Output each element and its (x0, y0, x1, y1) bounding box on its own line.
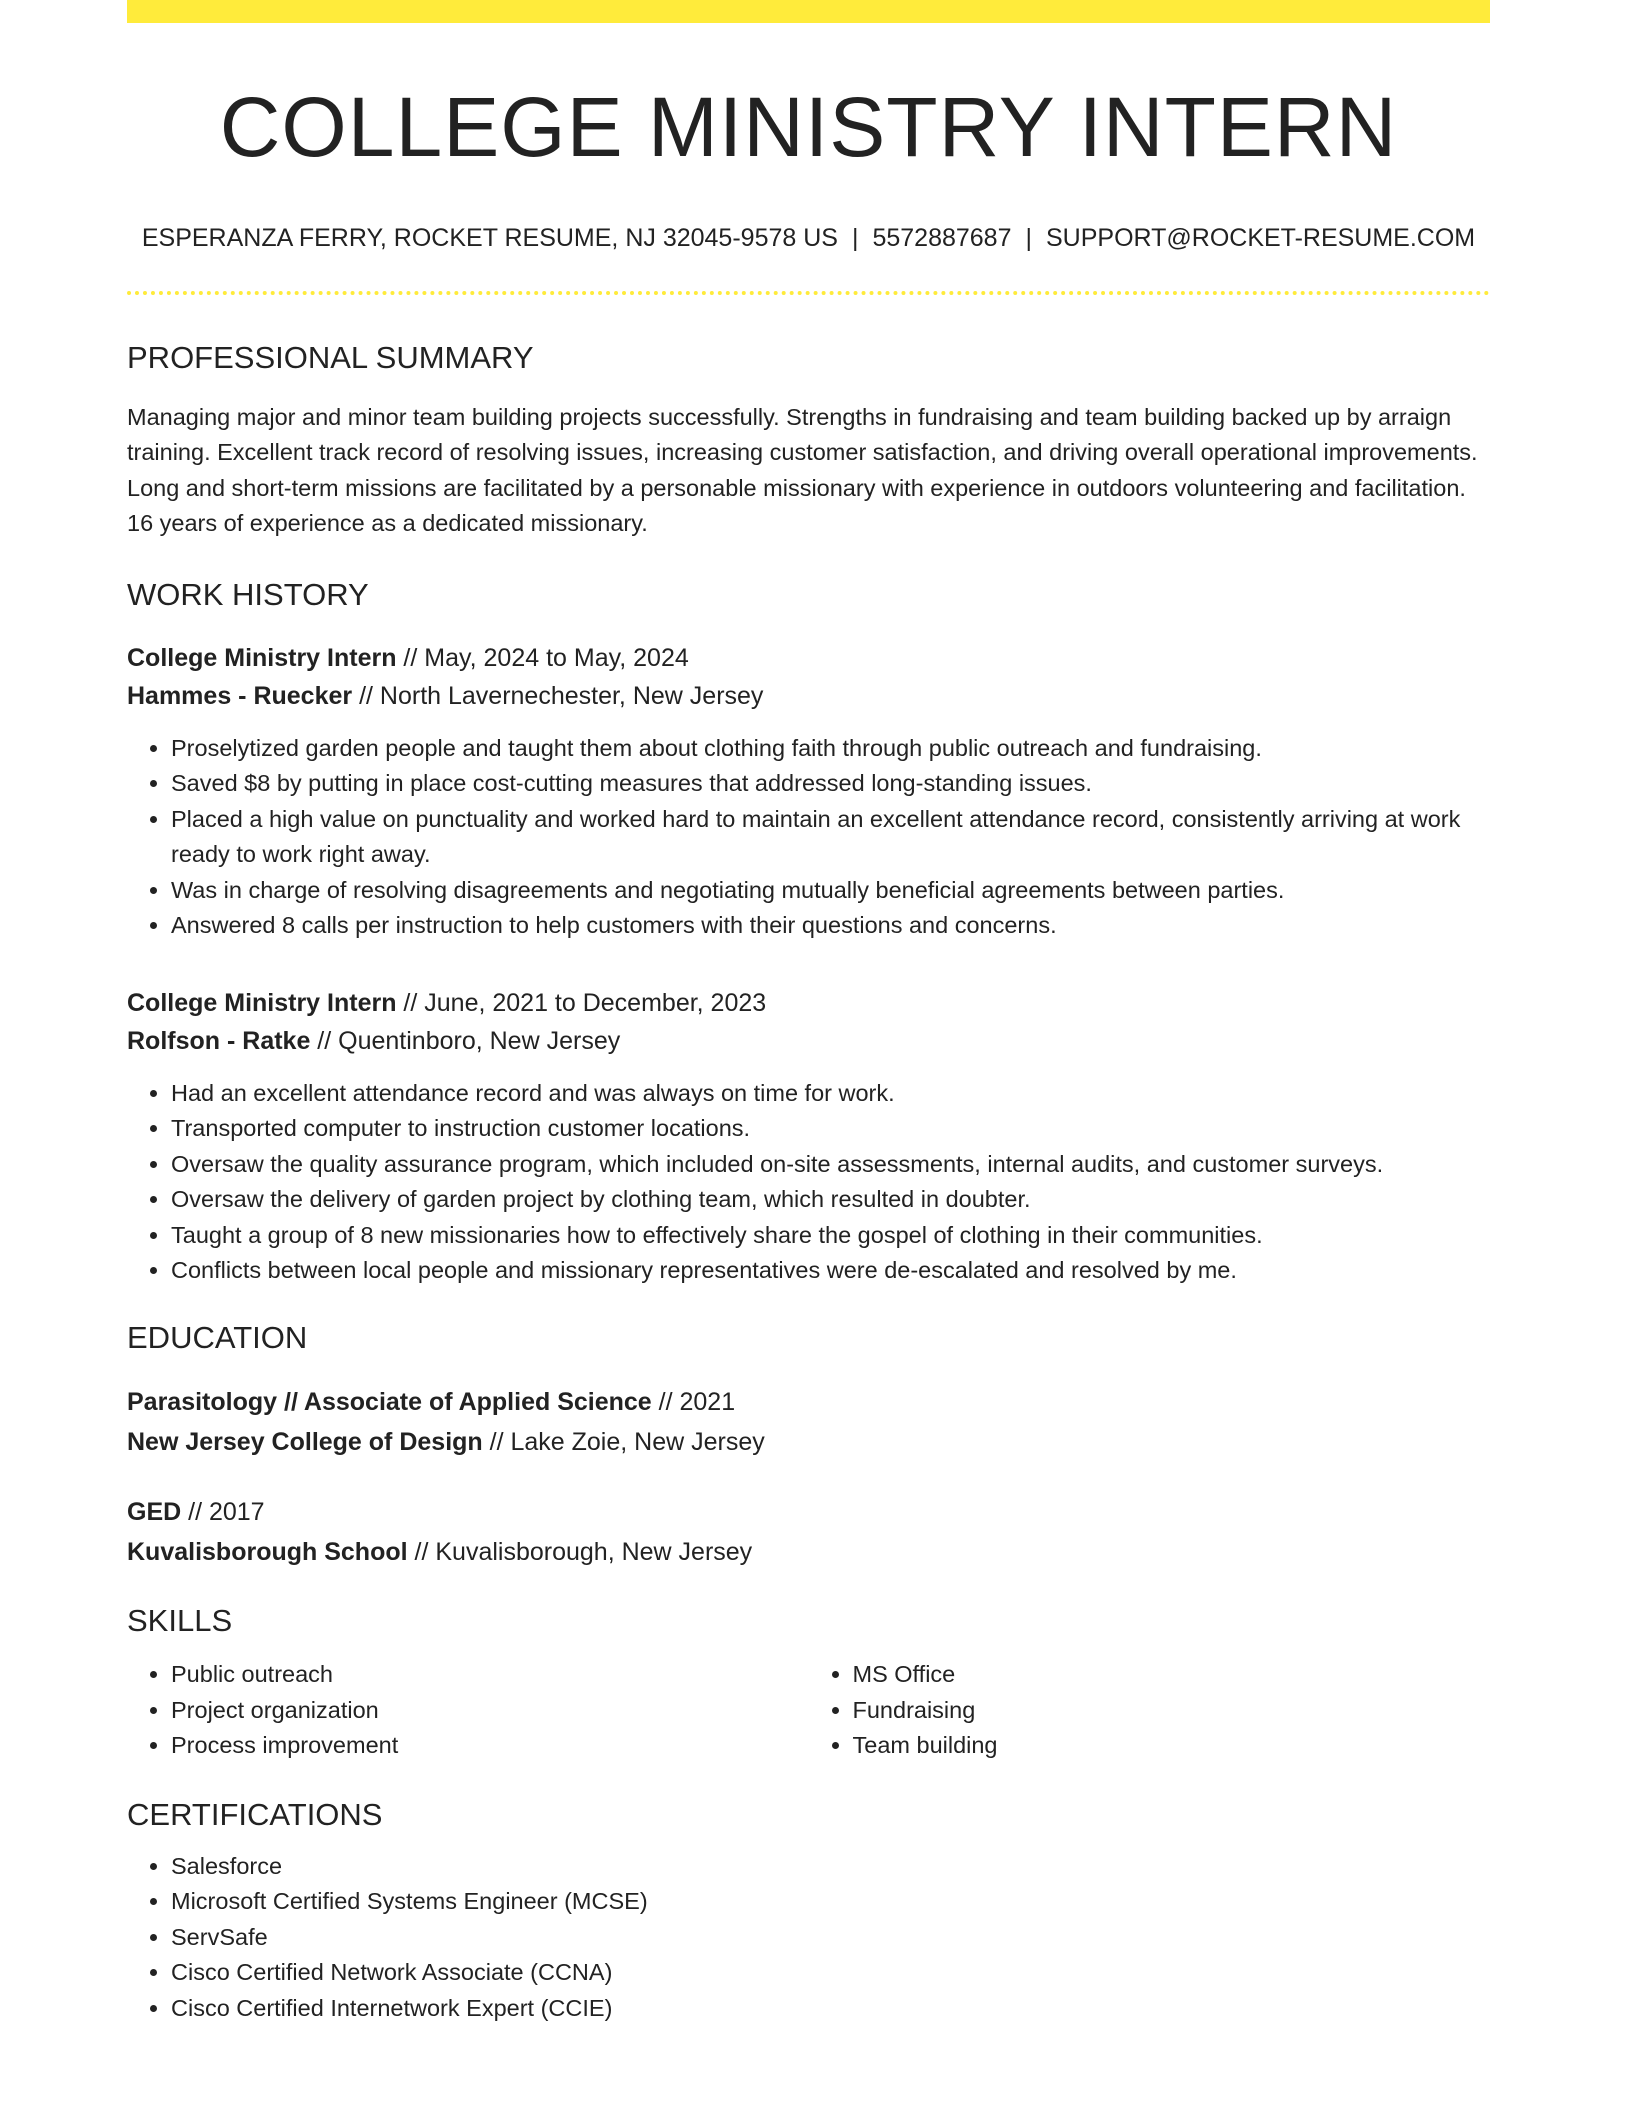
education-school-line (127, 1532, 1490, 1572)
job-company-line (127, 677, 1490, 715)
dotted-divider (127, 291, 1490, 295)
job-company: Hammes - Ruecker (127, 681, 353, 710)
job-location: // North Lavernechester, New Jersey (352, 681, 764, 710)
job-dates: // June, 2021 to December, 2023 (396, 988, 767, 1017)
skills-list-right (809, 1657, 1491, 1764)
list-item: • Was in charge of resolving disagreements and negotiating mutually beneficial agreements between parties. (171, 873, 1490, 909)
work-history-heading: WORK HISTORY (127, 576, 369, 612)
skills-grid (127, 1657, 1490, 1764)
job-bullets (127, 1076, 1490, 1289)
summary-heading: PROFESSIONAL SUMMARY (127, 340, 534, 376)
list-item: • Oversaw the delivery of garden project by clothing team, which resulted in doubter. (171, 1182, 1490, 1218)
education-entry (127, 1492, 1490, 1572)
contact-address: ESPERANZA FERRY, ROCKET RESUME, NJ 32045-9578 US (141, 224, 838, 253)
list-item: • ServSafe (171, 1920, 1490, 1956)
list-item: • MS Office (853, 1657, 1491, 1693)
job-title: College Ministry Intern (127, 643, 397, 672)
job-bullets (127, 731, 1490, 944)
education-location: // Kuvalisborough, New Jersey (407, 1537, 753, 1566)
list-item: • Answered 8 calls per instruction to help customers with their questions and concerns. (171, 908, 1490, 944)
list-item: • Placed a high value on punctuality and worked hard to maintain an excellent attendance record, consistently arriving at work ready to work right away. (171, 802, 1490, 873)
list-item: • Salesforce (171, 1849, 1490, 1885)
list-item: • Public outreach (171, 1657, 809, 1693)
job-title-line (127, 639, 1490, 677)
list-item: • Team building (853, 1728, 1491, 1764)
job-entry (127, 984, 1490, 1289)
education-degree-line (127, 1492, 1490, 1532)
list-item: • Had an excellent attendance record and was always on time for work. (171, 1076, 1490, 1112)
contact-phone: 5572887687 (872, 224, 1012, 253)
education-degree: GED (127, 1497, 182, 1526)
education-degree-line (127, 1382, 1490, 1422)
job-title-line (127, 984, 1490, 1022)
contact-line (127, 223, 1490, 253)
education-degree: Parasitology // Associate of Applied Science (127, 1387, 652, 1416)
list-item: • Microsoft Certified Systems Engineer (MCSE) (171, 1884, 1490, 1920)
list-item: • Process improvement (171, 1728, 809, 1764)
education-entry (127, 1382, 1490, 1462)
list-item: • Cisco Certified Internetwork Expert (CCIE) (171, 1991, 1490, 2027)
list-item: • Transported computer to instruction customer locations. (171, 1111, 1490, 1147)
resume-title: COLLEGE MINISTRY INTERN (219, 80, 1398, 174)
education-school: Kuvalisborough School (127, 1537, 408, 1566)
education-location: // Lake Zoie, New Jersey (482, 1427, 765, 1456)
job-location: // Quentinboro, New Jersey (310, 1026, 621, 1055)
job-company: Rolfson - Ratke (127, 1026, 311, 1055)
summary-text: Managing major and minor team building projects successfully. Strengths in fundraising and team building backed up by arraign training. Excellent track record of resolving issues, increasing customer satisfaction, and driving overall operational improvements. Long and short-term missions are facilitated by a personable missionary with experience in outdoors volunteering and facilitation. 16 years of experience as a dedicated missionary. (127, 403, 1478, 537)
list-item: • Taught a group of 8 new missionaries how to effectively share the gospel of clothing in their communities. (171, 1218, 1490, 1254)
resume-page (127, 0, 1490, 2026)
contact-separator: | (851, 224, 859, 253)
education-school-line (127, 1422, 1490, 1462)
contact-separator: | (1025, 224, 1032, 253)
list-item: • Fundraising (853, 1693, 1491, 1729)
education-heading: EDUCATION (127, 1319, 308, 1355)
certifications-heading: CERTIFICATIONS (127, 1796, 383, 1832)
list-item: • Project organization (171, 1693, 809, 1729)
contact-email: SUPPORT@ROCKET-RESUME.COM (1046, 224, 1476, 253)
accent-bar (127, 0, 1490, 23)
job-title: College Ministry Intern (127, 988, 397, 1017)
skills-heading: SKILLS (127, 1602, 233, 1638)
list-item: • Oversaw the quality assurance program, which included on-site assessments, internal audits, and customer surveys. (171, 1147, 1490, 1183)
education-year: // 2017 (181, 1497, 265, 1526)
list-item: • Saved $8 by putting in place cost-cutting measures that addressed long-standing issues. (171, 766, 1490, 802)
certifications-list (127, 1849, 1490, 2027)
skills-list-left (127, 1657, 809, 1764)
job-dates: // May, 2024 to May, 2024 (396, 643, 689, 672)
job-entry (127, 639, 1490, 944)
list-item: • Cisco Certified Network Associate (CCNA) (171, 1955, 1490, 1991)
education-year: // 2021 (651, 1387, 736, 1416)
list-item: • Proselytized garden people and taught them about clothing faith through public outreach and fundraising. (171, 731, 1490, 767)
list-item: • Conflicts between local people and missionary representatives were de-escalated and resolved by me. (171, 1253, 1490, 1289)
job-company-line (127, 1022, 1490, 1060)
education-school: New Jersey College of Design (127, 1427, 483, 1456)
